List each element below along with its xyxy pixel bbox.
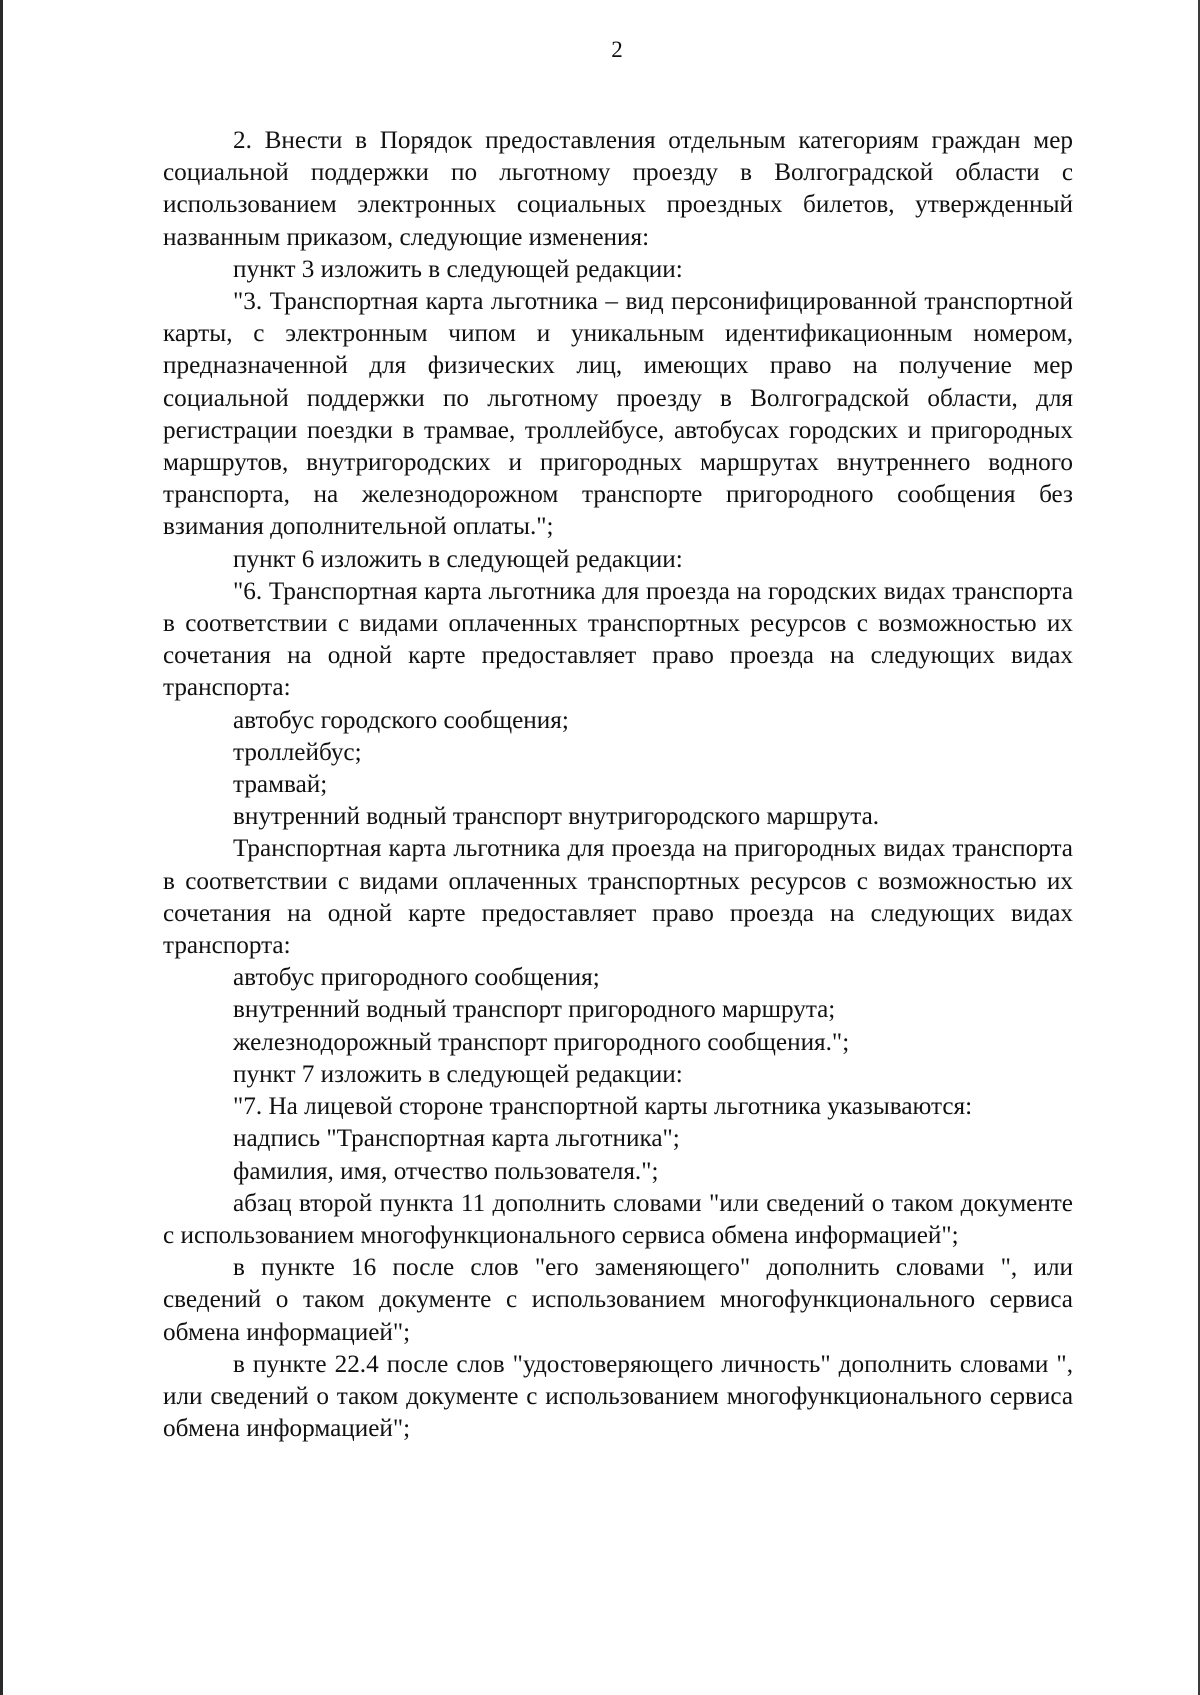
list-item: трамвай; — [233, 771, 328, 799]
suburban-card-text: Транспортная карта льготника для проезда на пригородных видах транспорта в соответствии с видами оплаченных транспортных ресурсов с возможностью их сочетания на одной карте предоставляет право проезда на следующих видах транспорта: — [163, 835, 1073, 960]
list-item: фамилия, имя, отчество пользователя."; — [233, 1157, 659, 1185]
point-6-text: "6. Транспортная карта льготника для проезда на городских видах транспорта в соответствии с видами оплаченных транспортных ресурсов с возможностью их сочетания на одной карте предоставляет право проезда на следующих видах транспорта: — [163, 577, 1073, 702]
page-number: 2 — [611, 37, 623, 62]
list-item: автобус пригородного сообщения; — [233, 964, 600, 992]
list-item: надпись "Транспортная карта льготника"; — [233, 1125, 680, 1153]
scan-edge-left — [0, 0, 3, 1695]
amendment-point-6-intro: пункт 6 изложить в следующей редакции: — [233, 545, 683, 573]
amendment-point-3-intro: пункт 3 изложить в следующей редакции: — [233, 255, 683, 283]
amendment-point-22-4: в пункте 22.4 после слов "удостоверяющего личность" дополнить словами ", или сведений о таком документе с использованием многофункционального сервиса обмена информацией"; — [163, 1350, 1073, 1443]
point-3-text: "3. Транспортная карта льготника – вид персонифицированной транспортной карты, с электронным чипом и уникальным идентификационным номером, предназначенной для физических лиц, имеющих право на получение мер социальной поддержки по льготному проезду в Волгоградской области, для регистрации поездки в трамвае, троллейбусе, автобусах городских и пригородных маршрутов, внутригородских и пригородных маршрутах внутреннего водного транспорта, на железнодорожном транспорте пригородного сообщения без взимания дополнительной оплаты."; — [163, 288, 1073, 541]
list-item: железнодорожный транспорт пригородного сообщения."; — [233, 1028, 850, 1056]
amendment-point-7-intro: пункт 7 изложить в следующей редакции: — [233, 1060, 683, 1088]
amendment-point-16: в пункте 16 после слов "его заменяющего" дополнить словами ", или сведений о таком документе с использованием многофункционального сервиса обмена информацией"; — [163, 1254, 1073, 1346]
list-item: внутренний водный транспорт внутригородского маршрута. — [233, 803, 880, 831]
amendment-point-11: абзац второй пункта 11 дополнить словами "или сведений о таком документе с использованием многофункционального сервиса обмена информацией"; — [163, 1189, 1073, 1249]
list-item: автобус городского сообщения; — [233, 706, 569, 734]
point-7-text: "7. На лицевой стороне транспортной карты льготника указываются: — [233, 1093, 973, 1121]
document-body — [163, 125, 1073, 1445]
list-item: троллейбус; — [233, 738, 362, 766]
list-item: внутренний водный транспорт пригородного маршрута; — [233, 996, 836, 1024]
paragraph-item-1: 2. Внести в Порядок предоставления отдельным категориям граждан мер социальной поддержки по льготному проезду в Волгоградской области с использованием электронных социальных проездных билетов, утвержденный названным приказом, следующие изменения: — [163, 127, 1073, 251]
